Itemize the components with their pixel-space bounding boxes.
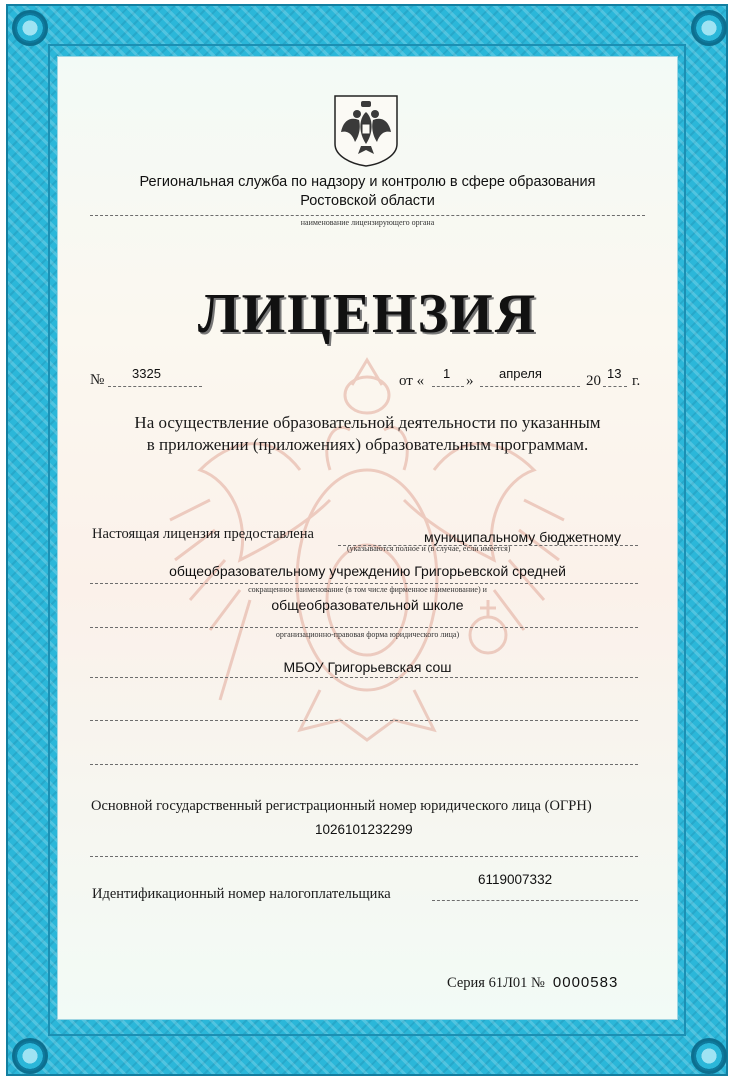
ogrn-label: Основной государственный регистрационный номер юридического лица (ОГРН) [91,798,592,814]
ogrn-underline [90,856,638,857]
inn-underline [432,900,638,901]
document-title: ЛИЦЕНЗИЯ [197,283,538,345]
ogrn-value: 1026101232299 [315,822,413,837]
day-underline [432,386,464,387]
licensee-underline-2 [90,583,638,584]
authority-name-line1: Региональная служба по надзору и контролю в сфере образования [139,174,596,190]
licensee-label: Настоящая лицензия предоставлена [92,526,314,542]
licensee-underline-3 [90,627,638,628]
corner-ornament-bottom-right [691,1038,727,1074]
license-number: 3325 [132,366,161,381]
authority-underline [90,215,645,216]
year-label: г. [632,373,641,389]
year-underline [603,386,627,387]
year-prefix: 20 [586,373,601,389]
licensee-underline-4 [90,677,638,678]
series-number: 0000583 [552,974,619,991]
corner-ornament-top-right [691,10,727,46]
date-quote-close: » [466,373,474,389]
licensee-short-name: МБОУ Григорьевская сош [283,659,452,675]
date-month: апреля [499,366,542,381]
date-day: 1 [443,366,451,381]
licensee-name-line2: общеобразовательному учреждению Григорьевской средней [169,563,566,579]
inn-value: 6119007332 [478,872,553,887]
number-label: № [90,372,105,388]
licensee-underline-6 [90,764,638,765]
licensee-underline-5 [90,720,638,721]
coat-of-arms-icon [331,92,401,168]
purpose-line2: в приложении (приложениях) образовательным программам. [146,435,589,454]
purpose-line1: На осуществление образовательной деятельности по указанным [134,413,601,432]
licensee-caption-2: сокращенное наименование (в том числе фирменное наименование) и [248,585,487,594]
number-underline [108,386,202,387]
month-underline [480,386,580,387]
authority-name-line2: Ростовской области [300,193,435,209]
corner-ornament-top-left [12,10,48,46]
licensee-caption-1: (указываются полное и (в случае, если имеется) [347,544,511,553]
licensee-caption-3: организационно-правовая форма юридического лица) [275,630,460,639]
year-suffix: 13 [607,366,622,381]
series-block [447,974,618,992]
corner-ornament-bottom-left [12,1038,48,1074]
licensee-name-line1: муниципальному бюджетному [424,529,621,545]
inn-label: Идентификационный номер налогоплательщика [92,886,391,902]
series-label: Серия 61Л01 № [447,975,545,991]
date-from-label: от « [399,373,425,389]
licensee-name-line3: общеобразовательной школе [271,597,464,613]
authority-caption: наименование лицензирующего органа [300,218,435,227]
